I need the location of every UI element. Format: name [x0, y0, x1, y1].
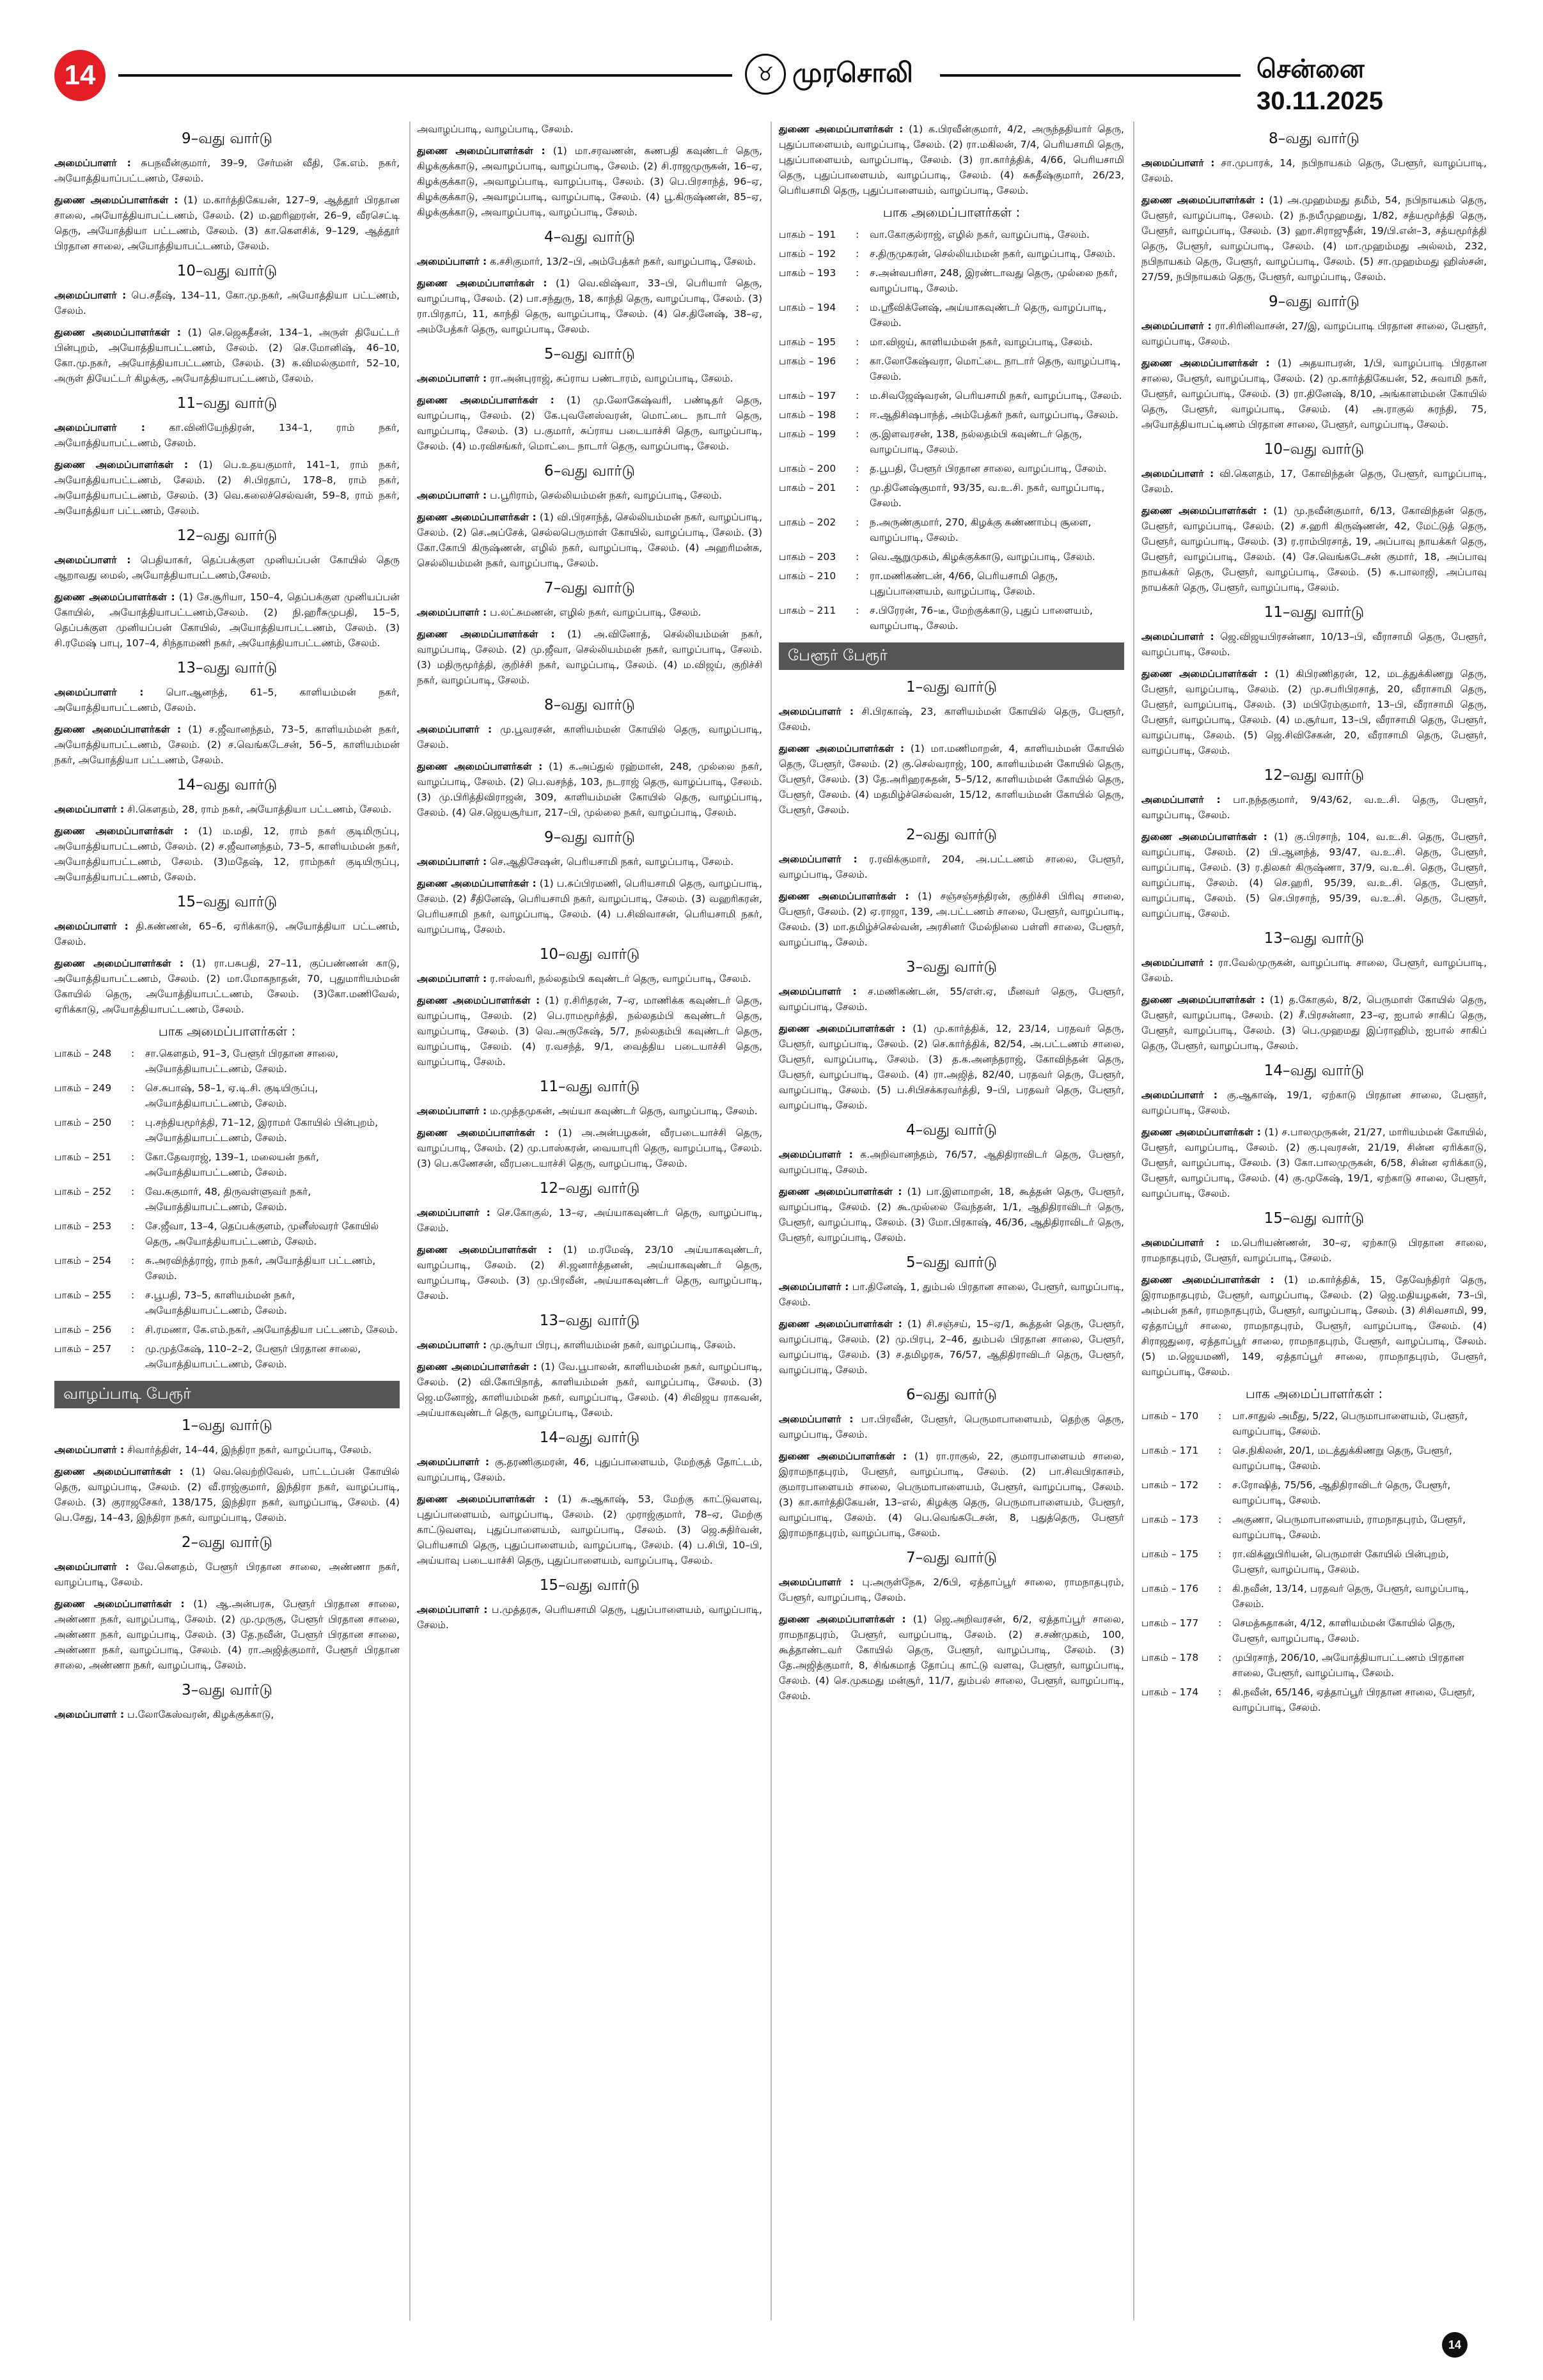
ward-heading: 10–வது வார்டு — [539, 946, 640, 963]
organizer-entry: அமைப்பாளர் : ப.பூரிராம், செல்லியம்மன் நகர், வாழப்பாடி, சேலம். — [417, 490, 723, 501]
column-divider — [1133, 121, 1134, 2321]
booth-entry: பாகம் – 202 : ந.அருண்குமார், 270, கிழக்கு சுண்ணாம்பு சூளை, வாழப்பாடி, சேலம். — [779, 517, 1092, 543]
deputy-organizers-entry: துணை அமைப்பாளர்கள் : (1) ரா.பசுபதி, 27–11, குப்பண்ணன் காடு, அயோத்தியாபட்டணம், சேலம். (2) மா.மோகநாதன், 70, புதுமாரியம்மன் கோயில் தெரு, அயோத்தியாபட்டணம், சேலம். (3)கோ.மணிவேல், ஏரிக்காடு, அயோத்தியாபட்டணம், சேலம். — [54, 958, 400, 1015]
organizer-entry: அமைப்பாளர் : ச.மணிகண்டன், 55/எள்.ஏ, மீனவர் தெரு, பேளூர், வாழப்பாடி, சேலம். — [779, 986, 1124, 1013]
footer-page-number: 14 — [1442, 2332, 1468, 2358]
booth-organizers-heading: பாக அமைப்பாளர்கள் : — [882, 205, 1021, 220]
column-3 — [779, 121, 1124, 2321]
organizer-entry: அமைப்பாளர் : பெதியாகர், தெப்பக்குள முனியப்பன் கோயில் தெரு ஆறாவது மைல், அயோத்தியாபட்டணம்,சேலம். — [54, 554, 400, 581]
deputy-organizers-entry: துணை அமைப்பாளர்கள் : (1) ம.கார்த்திகேயன், 127–9, ஆத்தூர் பிரதான சாலை, அயோத்தியாபட்டணம், சேலம். (2) ம.ஹரிஹரன், 26–9, வீரசெட்டி தெரு, அயோத்தியா பட்டணம், சேலம். (3) கா.கௌசிக், 9–129, ஆத்தூர் பிரதான சாலை, அயோத்தியாபட்டணம், சேலம். — [54, 194, 400, 252]
ward-heading: 12–வது வார்டு — [539, 1180, 640, 1197]
ward-heading: 1–வது வார்டு — [182, 1417, 272, 1434]
deputy-organizers-entry: துணை அமைப்பாளர்கள் : (1) ம.ரமேஷ், 23/10 அய்யாகவுண்டர், வாழப்பாடி, சேலம். (2) சி.ஜனார்த்தனன், அய்யாகவுண்டர் தெரு, வாழப்பாடி, சேலம். (3) மு.பிரவீன், அய்யாகவுண்டர் தெரு, வாழப்பாடி, சேலம். — [417, 1244, 762, 1302]
organizer-entry: அமைப்பாளர் : பெ.சதீஷ், 134–11, கோ.மு.நகர், அயோத்தியா பட்டணம், சேலம். — [54, 290, 400, 316]
organizer-entry: அமைப்பாளர் : செ.கோகுல், 13–ஏ, அய்யாகவுண்டர் தெரு, வாழப்பாடி, சேலம். — [417, 1207, 762, 1234]
organizer-entry: அமைப்பாளர் : ர.ஈஸ்வரி, நல்லதம்பி கவுண்டர் தெரு, வாழப்பாடி, சேலம். — [417, 973, 751, 984]
booth-entry: பாகம் – 178 : முபிரசாந், 206/10, அயோத்தியாபட்டணம் பிரதான சாலை, பேளூர், வாழப்பாடி, சேலம். — [1141, 1652, 1464, 1679]
organizer-entry: அமைப்பாளர் : பொ.ஆனந்த், 61–5, காளியம்மன் நகர், அயோத்தியாபட்டணம், சேலம். — [54, 687, 400, 713]
deputy-organizers-entry: துணை அமைப்பாளர்கள் : (1) ஜெ.அறிவரசன், 6/2, ஏத்தாப்பூர் சாலை, ராமநாதபுரம், பேளூர், வாழப்பாடி, சேலம். (2) ச.சண்முகம், 100, கூத்தாண்டவர் கோயில் தெரு, பேளூர், வாழப்பாடி, சேலம். (3) தே.அஜித்குமார், 8, சிங்கமாத் தோப்பு காட்டு வளவு, பேளூர், வாழப்பாடி, சேலம். (4) செ.முகமது மன்சூர், 11/7, தும்பல் சாலை, பேளூர், வாழப்பாடி, சேலம். — [779, 1614, 1124, 1702]
ward-heading: 9–வது வார்டு — [182, 130, 272, 147]
ward-heading: 1–வது வார்டு — [906, 679, 997, 696]
booth-entry: பாகம் – 249 : செ.சுபாஷ், 58–1, ஏ.டி.சி. குடியிருப்பு, அயோத்தியாபட்டணம், சேலம். — [54, 1082, 318, 1109]
organizer-entry: அமைப்பாளர் : ஜெ.விஜயபிரசன்னா, 10/13–பி, வீராசாமி தெரு, பேளூர், வாழப்பாடி, சேலம். — [1141, 631, 1487, 658]
ward-heading: 4–வது வார்டு — [906, 1122, 997, 1139]
booth-entry: பாகம் – 198 : ஈ.ஆதிசிஷபாந்த், அம்பேத்கர் நகர், வாழப்பாடி, சேலம். — [779, 409, 1118, 421]
deputy-organizers-entry: துணை அமைப்பாளர்கள் : (1) வெ.விஷ்வா, 33–பி, பெரியார் தெரு, வாழப்பாடி, சேலம். (2) பா.சந்துரு, 18, காந்தி தெரு, வாழப்பாடி, சேலம். (3) ரா.பிரதாப், 11, காந்தி தெரு, வாழப்பாடி, சேலம். (4) செ.தினேஷ், 38–ஏ, அம்பேத்கர் தெரு, வாழப்பாடி, சேலம். — [417, 277, 762, 335]
deputy-organizers-entry: துணை அமைப்பாளர்கள் : (1) சஞ்சஞ்சந்திரன், குறிச்சி பிரிவு சாலை, பேளூர், சேலம். (2) ஏ.ராஜா, 139, அ.பட்டணம் சாலை, பேளூர், வாழப்பாடி, சேலம். (3) மா.தமிழ்ச்செல்வன், அரசினர் மேல்நிலை பள்ளி சாலை, பேளூர், வாழப்பாடி, சேலம். — [779, 891, 1124, 948]
ward-heading: 2–வது வார்டு — [906, 827, 997, 843]
deputy-organizers-entry: துணை அமைப்பாளர்கள் : (1) ர.சிரிதரன், 7–ஏ, மாணிக்க கவுண்டர் தெரு, வாழப்பாடி, சேலம். (2) பெ.ராமமூர்த்தி, நல்லதம்பி கவுண்டர் தெரு, வாழப்பாடி, சேலம். (3) வெ.அருகேஷ், 5/7, நல்லதம்பி கவுண்டர் தெரு, வாழப்பாடி, சேலம். (4) ர.வசந்த், 9/1, வைத்திய படையாச்சி தெரு, வாழப்பாடி, சேலம். — [417, 995, 762, 1068]
column-1 — [54, 121, 400, 2321]
deputy-organizers-entry: துணை அமைப்பாளர்கள் : (1) மு.நவீன்குமார், 6/13, கோவிந்தன் தெரு, பேளூர், வாழப்பாடி, சேலம். (2) ச.ஹரி கிருஷ்ணன், 42, மேட்டுத் தெரு, பேளூர், வாழப்பாடி, சேலம். (3) ர.ராம்பிரசாத், 19, அப்பாவு நாயக்கர் தெரு, பேளூர், வாழப்பாடி, சேலம். (4) சே.வெங்கடேசன் குமார், 18, அப்பாவு நாயக்கர் தெரு, பேளூர், வாழப்பாடி, சேலம். (5) சு.பாலாஜி, அப்பாவு நாயக்கர் தெரு, பேளூர், வாழப்பாடி, சேலம். — [1141, 505, 1487, 593]
organizer-entry: அமைப்பாளர் : சா.முபாரக், 14, நபிநாயகம் தெரு, பேளூர், வாழப்பாடி, சேலம். — [1141, 157, 1487, 184]
organizer-entry: அமைப்பாளர் : மு.சூர்யா பிரபு, காளியம்மன் நகர், வாழப்பாடி, சேலம். — [417, 1339, 736, 1351]
ward-heading: 5–வது வார்டு — [906, 1254, 997, 1271]
newspaper-name: முரசொலி — [792, 56, 913, 88]
ward-heading: 11–வது வார்டு — [1264, 604, 1365, 621]
organizer-entry: அமைப்பாளர் : ம.பெரியண்ணன், 30–ஏ, ஏற்காடு பிரதான சாலை, ராமநாதபுரம், பேளூர், வாழப்பாடி, சேலம். — [1141, 1237, 1487, 1264]
booth-entry: பாகம் – 193 : ச.அன்வபரிசா, 248, இரண்டாவது தெரு, முல்லை நகர், வாழப்பாடி, சேலம். — [779, 267, 1118, 294]
booth-entry: பாகம் – 197 : ம.சிவஜேஷ்வரன், பெரியசாமி நகர், வாழப்பாடி, சேலம். — [779, 390, 1122, 401]
organizer-entry: அமைப்பாளர் : பா.பிரவீன், பேளூர், பெருமாபாளையம், தெற்கு தெரு, வாழப்பாடி, சேலம். — [779, 1413, 1124, 1440]
bull-emblem-icon: ♉ — [745, 54, 786, 95]
deputy-organizers-entry: துணை அமைப்பாளர்கள் : (1) மா.மணிமாறன், 4, காளியம்மன் கோயில் தெரு, பேளூர், சேலம். (2) கு.செல்வராஜ், 100, காளியம்மன் கோயில் தெரு, பேளூர், சேலம். (3) தே.அரிஹரசுதன், 5–5/12, காளியம்மன் கோயில் தெரு, பேளூர், சேலம். (4) மதமிழ்ச்செல்வன், 15/12, காளியம்மன் கோயில் தெரு, பேளூர், சேலம். — [779, 743, 1124, 816]
ward-heading: 9–வது வார்டு — [544, 829, 635, 846]
deputy-organizers-entry: துணை அமைப்பாளர்கள் : (1) க.அப்துல் ரஹ்மான், 248, முல்லை நகர், வாழப்பாடி, சேலம். (2) பெ.வசந்த், 103, நடராஜ் தெரு, வாழப்பாடி, சேலம். (3) மு.பிரித்திவிராஜன், 309, காளியம்மன் கோயில் தெரு, வாழப்பாடி, சேலம். (4) செ.ஜெயசூர்யா, 217–பி, முல்லை நகர், வாழப்பாடி, சேலம். — [417, 761, 762, 818]
booth-entry: பாகம் – 250 : பு.சந்தியமூர்த்தி, 71–12, இராமர் கோயில் பின்புறம், அயோத்தியாபட்டணம், சேலம். — [54, 1117, 378, 1144]
booth-entry: பாகம் – 203 : வெ.ஆறுமுகம், கிழக்குக்காடு, வாழப்பாடி, சேலம். — [779, 551, 1095, 563]
ward-heading: 3–வது வார்டு — [906, 959, 997, 976]
deputy-organizers-entry: துணை அமைப்பாளர்கள் : (1) அதயாபரன், 1/பி, வாழப்பாடி பிரதான சாலை, பேளூர், வாழப்பாடி, சேலம். (2) மு.கார்த்திகேயன், 52, சுவாமி நகர், பேளூர், வாழப்பாடி, சேலம். (3) ரா.தினேஷ், 8/10, அங்காளம்மன் கோயில் தெரு, பேளூர், வாழப்பாடி, சேலம். (4) அ.ராகுல் சுரந்தி, 75, அயோத்தியாபட்டிணம் பிரதான சாலை, பேளூர், வாழப்பாடி, சேலம். — [1141, 357, 1487, 430]
booth-entry: பாகம் – 210 : ரா.மணிகண்டன், 4/66, பெரியசாமி தெரு, புதுப்பாளையம், வாழப்பாடி, சேலம். — [779, 570, 1058, 597]
deputy-organizers-entry: துணை அமைப்பாளர்கள் : (1) மு.லோகேஷ்வரி, பண்டிதர் தெரு, வாழப்பாடி, சேலம். (2) கே.புவனேஸ்வரன், மொட்டை நாடார் தெரு, வாழப்பாடி, சேலம். (3) ப.குமார், சுப்ராய படையாச்சி தெரு, வாழப்பாடி, சேலம். (4) ம.ரவிசங்கர், மொட்டை நாடார் தெரு, வாழப்பாடி, சேலம். — [417, 394, 762, 452]
organizer-entry: அமைப்பாளர் : கு.ஆகாஷ், 19/1, ஏற்காடு பிரதான சாலை, பேளூர், வாழப்பாடி, சேலம். — [1141, 1089, 1487, 1116]
booth-entry: பாகம் – 177 : செமத்சுதாகன், 4/12, காளியம்மன் கோயில் தெரு, பேளூர், வாழப்பாடி, சேலம். — [1141, 1617, 1455, 1644]
masthead — [54, 50, 1490, 115]
deputy-organizers-entry: துணை அமைப்பாளர்கள் : (1) அ.அன்பழகன், வீரபடையாச்சி தெரு, வாழப்பாடி, சேலம். (2) மு.பாஸ்கரன், வையாபுரி தெரு, வாழப்பாடி, சேலம். (3) பெ.கணேசன், வீரபடையாச்சி தெரு, வாழப்பாடி, சேலம். — [417, 1127, 762, 1169]
booth-entry: பாகம் – 175 : ரா.விக்னுபிரியன், பெருமாள் கோயில் பின்புறம், பேளூர், வாழப்பாடி, சேலம். — [1141, 1548, 1449, 1575]
ward-heading: 14–வது வார்டு — [539, 1429, 640, 1446]
organizer-entry: அமைப்பாளர் : ரா.சிரினிவாசன், 27/இ, வாழப்பாடி பிரதான சாலை, பேளூர், வாழப்பாடி, சேலம். — [1141, 320, 1487, 347]
dateline: சென்னை 30.11.2025 — [1257, 55, 1383, 115]
ward-heading: 14–வது வார்டு — [176, 777, 278, 793]
continued-text: அவாழப்பாடி, வாழப்பாடி, சேலம். — [417, 123, 574, 135]
ward-heading: 13–வது வார்டு — [539, 1312, 640, 1329]
ward-heading: 2–வது வார்டு — [182, 1534, 272, 1551]
deputy-organizers-entry: துணை அமைப்பாளர்கள் : (1) சே.சூரியா, 150–4, தெப்பக்குள முனியப்பன் கோயில், அயோத்தியாபட்டணம்,சேலம். (2) நி.ஹரீசுமுபதி, 15–5, தெப்பக்குள முனியப்பன் கோயில், அயோத்தியாபட்டணம், சேலம். (3) சி.ரமேஷ் பாபு, 107–4, சிந்தாமணி நகர், அயோத்தியாபட்டணம், சேலம். — [54, 591, 400, 649]
ward-heading: 6–வது வார்டு — [906, 1387, 997, 1403]
column-4 — [1141, 121, 1487, 2321]
organizer-entry: அமைப்பாளர் : ப.லட்சுமணன், எழில் நகர், வாழப்பாடி, சேலம். — [417, 607, 701, 618]
organizer-entry: அமைப்பாளர் : ர.ரவிக்குமார், 204, அ.பட்டணம் சாலை, பேளூர், வாழப்பாடி, சேலம். — [779, 853, 1124, 880]
ward-heading: 7–வது வார்டு — [906, 1550, 997, 1566]
booth-organizers-heading: பாக அமைப்பாளர்கள் : — [1245, 1386, 1383, 1401]
booth-entry: பாகம் – 199 : கு.இளவரசன், 138, நல்லதம்பி கவுண்டர் தெரு, வாழப்பாடி, சேலம். — [779, 428, 1083, 455]
section-heading-vazhapadi: வாழப்பாடி பேரூர் — [54, 1381, 400, 1408]
ward-heading: 15–வது வார்டு — [1264, 1210, 1365, 1227]
deputy-organizers-entry: துணை அமைப்பாளர்கள் : (1) ரா.ராகுல், 22, குமாரபாளையம் சாலை, இராமநாதபுரம், பேளூர், வாழப்பாடி, சேலம். (2) பா.சிவபிரகாசம், குமாரபாளையம் சாலை, பெருமாபாளையம், பேளூர், வாழப்பாடி, சேலம். (3) கா.கார்த்திகேயன், 13–எல், கிழக்கு தெரு, பெருமாபாளையம், பேளூர், வாழப்பாடி, சேலம். (4) பெ.வெங்கடேசன், 8, புதுத்தெரு, பேளூர் இராமநாதபுரம், வாழப்பாடி, சேலம். — [779, 1451, 1124, 1539]
deputy-organizers-entry: துணை அமைப்பாளர்கள் : (1) பா.இளமாறன், 18, கூத்தன் தெரு, பேளூர், வாழப்பாடி, சேலம். (2) கூ.முல்லை வேந்தன், 1/1, ஆதிதிராவிடர் தெரு, பேளூர், வாழப்பாடி, சேலம். (3) மோ.பிரகாஷ், 46/36, ஆதிதிராவிடர் தெரு, பேளூர், வாழப்பாடி, சேலம். — [779, 1186, 1124, 1243]
organizer-entry: அமைப்பாளர் : சுபநவீன்குமார், 39–9, சேர்மன் வீதி, கே.எம். நகர், அயோத்தியாப்பட்டணம், சேலம். — [54, 157, 400, 184]
deputy-organizers-entry: துணை அமைப்பாளர்கள் : (1) வி.பிரசாந்த், செல்லியம்மன் நகர், வாழப்பாடி, சேலம். (2) செ.அப்சேக், செல்லபெருமாள் கோயில், வாழப்பாடி, சேலம். (3) கோ.கோபி கிருஷ்ணன், எழில் நகர், வாழப்பாடி, சேலம். (4) அஹரிமன்சு, செல்லியம்மன் நகர், வாழப்பாடி, சேலம். — [417, 511, 762, 569]
deputy-organizers-entry: துணை அமைப்பாளர்கள் : (1) அ.வினோத், செல்லியம்மன் நகர், வாழப்பாடி, சேலம். (2) மு.ஜீவா, செல்லியம்மன் நகர், வாழப்பாடி, சேலம். (3) மதிருமூர்த்தி, குறிச்சி நகர், வாழப்பாடி, சேலம். (4) ம.விஜய், குறிச்சி நகர், வாழப்பாடி, சேலம். — [417, 628, 762, 686]
ward-heading: 11–வது வார்டு — [176, 395, 278, 412]
ward-heading: 8–வது வார்டு — [1269, 130, 1359, 147]
deputy-organizers-entry: துணை அமைப்பாளர்கள் : (1) ப.சுப்பிரமணி, பெரியசாமி தெரு, வாழப்பாடி, சேலம். (2) சீதினேஷ், பெரியசாமி நகர், வாழப்பாடி, சேலம். (3) வஹரிகரன், பெரியசாமி நகர், வாழப்பாடி, சேலம். (4) ப.சிவிவாசன், பெரியசாமி நகர், வாழப்பாடி, சேலம். — [417, 878, 762, 935]
column-2 — [417, 121, 762, 2321]
ward-heading: 7–வது வார்டு — [544, 580, 635, 596]
deputy-organizers-entry: துணை அமைப்பாளர்கள் : (1) ஆ.அன்பரசு, பேளூர் பிரதான சாலை, அண்ணா நகர், வாழப்பாடி, சேலம். (2) மு.முருகு, பேளூர் பிரதான சாலை, அண்ணா நகர், வாழப்பாடி, சேலம். (3) தே.நவீன், பேளூர் பிரதான சாலை, அண்ணா நகர், வாழப்பாடி, சேலம். (4) ரா.அஜித்குமார், பேளூர் பிரதான சாலை, அண்ணா நகர், வாழப்பாடி, சேலம். — [54, 1598, 400, 1671]
ward-heading: 12–வது வார்டு — [1264, 767, 1365, 784]
masthead-rule-left — [118, 74, 732, 77]
organizer-entry: அமைப்பாளர் : ரா.அன்புராஜ், சுப்ராய பண்டாரம், வாழப்பாடி, சேலம். — [417, 373, 733, 384]
booth-entry: பாகம் – 256 : சி.ரமணா, கே.எம்.நகர், அயோத்தியா பட்டணம், சேலம். — [54, 1324, 398, 1335]
organizer-entry: அமைப்பாளர் : சி.கௌதம், 28, ராம் நகர், அயோத்தியா பட்டணம், சேலம். — [54, 804, 392, 815]
organizer-entry: அமைப்பாளர் : மு.பூவரசன், காளியம்மன் கோயில் தெரு, வாழப்பாடி, சேலம். — [417, 724, 762, 751]
deputy-organizers-entry: துணை அமைப்பாளர்கள் : (1) ச.பாலமுருகன், 21/27, மாரியம்மன் கோயில், பேளூர், வாழப்பாடி, சேலம். (2) கு.புவரசன், 21/19, சின்ன ஏரிக்காடு, பேளூர், வாழப்பாடி, சேலம். (3) கோ.பாலமுருகன், 6/58, சின்ன ஏரிக்காடு, பேளூர், வாழப்பாடி, சேலம். (4) கு.முகேஷ், 19/1, ஏற்காடு சாலை, பேளூர், வாழப்பாடி, சேலம். — [1141, 1126, 1487, 1199]
booth-list — [54, 1046, 400, 1372]
booth-entry: பாகம் – 196 : கா.லோகேஷ்வரா, மொட்டை நாடார் தெரு, வாழப்பாடி, சேலம். — [779, 355, 1121, 382]
booth-entry: பாகம் – 211 : ச.பிரேரன், 76–டீ, மேற்குக்காடு, புதுப் பாளையம், வாழப்பாடி, சேலம். — [779, 605, 1093, 632]
deputy-organizers-entry: துணை அமைப்பாளர்கள் : (1) ம.கார்த்திக், 15, தேவேந்திரர் தெரு, இராமநாதபுரம், பேளூர், வாழப்பாடி, சேலம். (2) ஜெ.மதியழகன், 73–பி, அம்பன் நகர், ராமநாதபுரம், பேளூர், வாழப்பாடி, சேலம். (3) சிசிவசாமி, 99, ஏத்தாப்பூர் சாலை, ராமநாதபுரம், பேளூர், வாழப்பாடி, சேலம். (4) சிராஜதுரை, ஏத்தாப்பூர் சாலை, ராமநாதபுரம், பேளூர், வாழப்பாடி, சேலம். (5) ம.ஜெயமணி, 149, ஏத்தாப்பூர் சாலை, ராமநாதபுரம், பேளூர், வாழப்பாடி, சேலம். — [1141, 1274, 1487, 1378]
booth-entry: பாகம் – 192 : ச.திருமுகரன், செல்லியம்மன் நகர், வாழப்பாடி, சேலம். — [779, 248, 1116, 260]
organizer-entry: அமைப்பாளர் : சி.பிரகாஷ், 23, காளியம்மன் கோயில் தெரு, பேளூர், சேலம். — [779, 706, 1124, 733]
booth-entry: பாகம் – 201 : மு.தினேஷ்குமார், 93/35, வ.உ.சி. நகர், வாழப்பாடி, சேலம். — [779, 482, 1105, 509]
booth-entry: பாகம் – 172 : ச.ரோஷித், 75/56, ஆதிதிராவிடர் தெரு, பேளூர், வாழப்பாடி, சேலம். — [1141, 1479, 1451, 1506]
organizer-entry: அமைப்பாளர் : வே.கௌதம், பேளூர் பிரதான சாலை, அண்ணா நகர், வாழப்பாடி, சேலம். — [54, 1561, 400, 1588]
organizer-entry: அமைப்பாளர் : க.சசிகுமார், 13/2–பி, அம்பேத்கர் நகர், வாழப்பாடி, சேலம். — [417, 256, 756, 267]
deputy-organizers-entry: துணை அமைப்பாளர்கள் : (1) சி.சஞ்சய், 15–ஏ/1, கூத்தன் தெரு, பேளூர், வாழப்பாடி, சேலம். (2) மு.பிரபு, 2–46, தும்பல் பிரதான சாலை, பேளூர், வாழப்பாடி, சேலம். (3) ச.தமிழரசு, 76/57, ஆதிதிராவிடர் தெரு, பேளூர், வாழப்பாடி, சேலம். — [779, 1318, 1124, 1376]
organizer-entry: அமைப்பாளர் : செ.ஆதிசேஷன், பெரியசாமி நகர், வாழப்பாடி, சேலம். — [417, 856, 734, 867]
booth-entry: பாகம் – 252 : வே.சுகுமார், 48, திருவள்ளுவர் நகர், அயோத்தியாபட்டணம், சேலம். — [54, 1186, 311, 1213]
organizer-entry: அமைப்பாளர் : பா.தினேஷ், 1, தும்பல் பிரதான சாலை, பேளூர், வாழப்பாடி, சேலம். — [779, 1281, 1124, 1308]
organizer-entry: அமைப்பாளர் : ப.லோகேஸ்வரன், கிழக்குக்காடு, — [54, 1709, 274, 1720]
booth-entry: பாகம் – 254 : சு.அரவிந்த்ராஜ், ராம் நகர், அயோத்தியா பட்டணம், சேலம். — [54, 1255, 376, 1282]
booth-list — [779, 227, 1124, 634]
deputy-organizers-entry: துணை அமைப்பாளர்கள் : (1) வே.பூபாலன், காளியம்மன் நகர், வாழப்பாடி, சேலம். (2) வி.கோபிநாத், காளியம்மன் நகர், வாழப்பாடி, சேலம். (3) ஜெ.மனோஜ், காளியம்மன் நகர், வாழப்பாடி, சேலம். (4) சிவிஜய ராகவன், அய்யாகவுண்டர் தெரு, வாழப்பாடி, சேலம். — [417, 1361, 762, 1419]
organizer-entry: அமைப்பாளர் : வி.கௌதம், 17, கோவிந்தன் தெரு, பேளூர், வாழப்பாடி, சேலம். — [1141, 468, 1487, 495]
booth-entry: பாகம் – 173 : அகுணா, பெருமாபாளையம், ராமநாதபுரம், பேளூர், வாழப்பாடி, சேலம். — [1141, 1514, 1466, 1541]
organizer-entry: அமைப்பாளர் : ப.முத்தரசு, பெரியசாமி தெரு, புதுப்பாளையம், வாழப்பாடி, சேலம். — [417, 1604, 762, 1631]
ward-heading: 14–வது வார்டு — [1264, 1062, 1365, 1079]
organizer-entry: அமைப்பாளர் : பு.அருள்நேசு, 2/6பி, ஏத்தாப்பூர் சாலை, ராமநாதபுரம், பேளூர், வாழப்பாடி, சேலம். — [779, 1576, 1124, 1603]
deputy-organizers-entry: துணை அமைப்பாளர்கள் : (1) த.கோகுல், 8/2, பெருமாள் கோயில் தெரு, பேளூர், வாழப்பாடி, சேலம். (2) சீ.பிரசன்னா, 23–ஏ, ஐபால் சாகிப் தெரு, பேளூர், வாழப்பாடி, சேலம். (3) பெ.முஹமது இப்ராஹிம், ஐபால் சாகிப் தெரு, பேளூர், வாழப்பாடி, சேலம். — [1141, 994, 1487, 1052]
organizer-entry: அமைப்பாளர் : பா.நந்தகுமார், 9/43/62, வ.உ.சி. தெரு, பேளூர், வாழப்பாடி, சேலம். — [1141, 794, 1487, 821]
deputy-organizers-entry: துணை அமைப்பாளர்கள் : (1) க.பிரவீன்குமார், 4/2, அருந்ததியார் தெரு, புதுப்பாளையம், வாழப்பாடி, சேலம். (2) ரா.மகிலன், 7/4, பெரியசாமி தெரு, புதுப்பாளையம், வாழப்பாடி, சேலம். (3) ரா.கார்த்திக், 4/66, பெரியசாமி தெரு, புதுப்பாளையம், வாழப்பாடி, சேலம். (4) சுசுதீஷ்குமார், 26/23, பெரியசாமி தெரு, புதுப்பாளையம், வாழப்பாடி, சேலம். — [779, 123, 1124, 196]
organizer-entry: அமைப்பாளர் : கு.தரணிகுமரன், 46, புதுப்பாளையம், மேற்குத் தோட்டம், வாழப்பாடி, சேலம். — [417, 1456, 762, 1483]
ward-heading: 5–வது வார்டு — [544, 346, 635, 362]
ward-heading: 10–வது வார்டு — [176, 263, 278, 279]
ward-heading: 15–வது வார்டு — [539, 1577, 640, 1594]
deputy-organizers-entry: துணை அமைப்பாளர்கள் : (1) கிபிரணிதரன், 12, மடத்துக்கிணறு தெரு, பேளூர், வாழப்பாடி, சேலம். (2) மு.சபரிபிரசாத், 20, வீராசாமி தெரு, பேளூர், வாழப்பாடி, சேலம். (3) மபிரேம்குமார், 13–பி, வீராசாமி தெரு, பேளூர், வாழப்பாடி, சேலம். (4) ம.சூர்யா, 13–பி, வீராசாமி தெரு, பேளூர், வாழப்பாடி, சேலம். (5) ஜெ.சிவிசேகன், 20, வீராசாமி தெரு, பேளூர், வாழப்பாடி, சேலம். — [1141, 668, 1487, 756]
deputy-organizers-entry: துணை அமைப்பாளர்கள் : (1) கு.பிரசாந், 104, வ.உ.சி. தெரு, பேளூர், வாழப்பாடி, சேலம். (2) பி.ஆனந்த், 93/47, வ.உ.சி. தெரு, பேளூர், வாழப்பாடி, சேலம். (3) ர.திலகர் கிருஷ்ணா, 37/9, வ.உ.சி. தெரு, பேளூர், வாழப்பாடி, சேலம். (4) செ.ஹரி, 95/39, வ.உ.சி. தெரு, பேளூர், வாழப்பாடி, சேலம். (5) செ.பிரசாந், 95/39, வ.உ.சி. தெரு, பேளூர், வாழப்பாடி, சேலம். — [1141, 831, 1487, 919]
ward-heading: 11–வது வார்டு — [539, 1078, 640, 1095]
booth-entry: பாகம் – 255 : ச.பூபதி, 73–5, காளியம்மன் நகர், அயோத்தியாபட்டணம், சேலம். — [54, 1289, 295, 1316]
ward-heading: 3–வது வார்டு — [182, 1682, 272, 1699]
booth-entry: பாகம் – 248 : சா.கௌதம், 91–3, பேளூர் பிரதான சாலை, அயோத்தியாபட்டணம், சேலம். — [54, 1048, 339, 1075]
deputy-organizers-entry: துணை அமைப்பாளர்கள் : (1) செ.ஜெகதீசன், 134–1, அருள் தியேட்டர் பின்புறம், அயோத்தியாபட்டணம், சேலம். (2) செ.மோனிஷ், 46–10, கோ.மு.நகர், அயோத்தியாபட்டணம், சேலம். (3) க.விமல்குமார், 52–10, அருள் தியேட்டர் கிழக்கு, அயோத்தியாபட்டணம், சேலம். — [54, 327, 400, 384]
booth-entry: பாகம் – 253 : சே.ஜீவா, 13–4, தெப்பக்குளம், முனீஸ்வரர் கோயில் தெரு, அயோத்தியாபட்டணம், சேலம். — [54, 1220, 379, 1247]
newspaper-logo — [745, 54, 930, 95]
booth-entry: பாகம் – 176 : கி.நவீன், 13/14, பரதவர் தெரு, பேளூர், வாழப்பாடி, சேலம். — [1141, 1583, 1469, 1610]
booth-entry: பாகம் – 194 : ம.ஸ்ரீவிக்னேஷ், அய்யாகவுண்டர் தெரு, வாழப்பாடி, சேலம். — [779, 302, 1107, 329]
booth-entry: பாகம் – 174 : கி.நவீன், 65/146, ஏத்தாப்பூர் பிரதான சாலை, பேளூர், வாழப்பாடி, சேலம். — [1141, 1686, 1475, 1713]
ward-heading: 6–வது வார்டு — [544, 463, 635, 479]
booth-entry: பாகம் – 200 : த.பூபதி, பேளூர் பிரதான சாலை, வாழப்பாடி, சேலம். — [779, 463, 1107, 474]
ward-heading: 4–வது வார்டு — [544, 229, 635, 245]
organizer-entry: அமைப்பாளர் : கா.வினியேந்திரன், 134–1, ராம் நகர், அயோத்தியாபட்டணம், சேலம். — [54, 422, 400, 449]
deputy-organizers-entry: துணை அமைப்பாளர்கள் : (1) ச.ஜீவானந்தம், 73–5, காளியம்மன் நகர், அயோத்தியாபட்டணம், சேலம். (2) ச.வெங்கடேசன், 56–5, காளியம்மன் நகர், அயோத்தியா பட்டணம், சேலம். — [54, 724, 400, 766]
ward-heading: 13–வது வார்டு — [176, 660, 278, 676]
deputy-organizers-entry: துணை அமைப்பாளர்கள் : (1) மா.சரவணன், கணபதி கவுண்டர் தெரு, கிழக்குக்காடு, அவாழப்பாடி, வாழப்பாடி, சேலம். (2) சி.ராஜமுருகன், 16–ஏ, கிழக்குக்காடு, அவாழப்பாடி, வாழப்பாடி, சேலம். (3) பெ.பிரசாந்த், 96–ஏ, கிழக்குக்காடு, அவாழப்பாடி, வாழப்பாடி, சேலம். (4) பூ.கிருஷ்ணன், 85–ஏ, கிழக்குக்காடு, அவாழப்பாடி, வாழப்பாடி, சேலம். — [417, 145, 762, 218]
deputy-organizers-entry: துணை அமைப்பாளர்கள் : (1) மு.கார்த்திக், 12, 23/14, பரதவர் தெரு, பேளூர், வாழப்பாடி, சேலம். (2) செ.கார்த்திக், 82/54, அ.பட்டணம் சாலை, பேளூர், வாழப்பாடி, சேலம். (3) த.க.அனந்தராஜ், கோவிந்தன் தெரு, பேளூர், வாழப்பாடி, சேலம். (4) ரா.அஜித், 82/40, பரதவர் தெரு, பேளூர், வாழப்பாடி, சேலம். (5) ப.சிபிசக்கரவர்த்தி, 9–பி, பரதவர் தெரு, பேளூர், வாழப்பாடி, சேலம். — [779, 1023, 1124, 1111]
booth-entry: பாகம் – 257 : மு.முத்கேஷ், 110–2–2, பேளூர் பிரதான சாலை, அயோத்தியாபட்டணம், சேலம். — [54, 1343, 361, 1370]
booth-entry: பாகம் – 171 : செ.நிகிலன், 20/1, மடத்துக்கிணறு தெரு, பேளூர், வாழப்பாடி, சேலம். — [1141, 1445, 1452, 1472]
deputy-organizers-entry: துணை அமைப்பாளர்கள் : (1) ம.மதி, 12, ராம் நகர் குடிமிருப்பு, அயோத்தியாபட்டணம், சேலம். (2) ச.ஜீவானந்தம், 73–5, காளியம்மன் நகர், அயோத்தியாபட்டணம், சேலம். (3)மதேஷ், 12, ராம்நகர் குடியிருப்பு, அயோத்தியாபட்டணம், சேலம். — [54, 825, 400, 883]
ward-heading: 15–வது வார்டு — [176, 894, 278, 910]
booth-entry: பாகம் – 170 : பா.சாதுல் அமீது, 5/22, பெருமாபாளையம், பேளூர், வாழப்பாடி, சேலம். — [1141, 1410, 1468, 1437]
ward-heading: 12–வது வார்டு — [176, 527, 278, 544]
column-divider — [409, 121, 411, 2321]
booth-entry: பாகம் – 195 : மா.விஜய், காளியம்மன் நகர், வாழப்பாடி, சேலம். — [779, 336, 1093, 348]
organizer-entry: அமைப்பாளர் : சிவார்த்திள், 14–44, இந்திரா நகர், வாழப்பாடி, சேலம். — [54, 1444, 372, 1456]
ward-heading: 9–வது வார்டு — [1269, 293, 1359, 310]
masthead-rule-right — [940, 74, 1241, 77]
booth-organizers-heading: பாக அமைப்பாளர்கள் : — [158, 1023, 296, 1039]
section-heading-peloor: பேளூர் பேரூர் — [779, 642, 1124, 670]
deputy-organizers-entry: துணை அமைப்பாளர்கள் : (1) சு.ஆகாஷ், 53, மேற்கு காட்டுவளவு, புதுப்பாளையம், வாழப்பாடி, சேலம். (2) முராஜ்குமார், 78–ஏ, மேற்கு காட்டுவளவு, புதுப்பாளையம், வாழப்பாடி, சேலம். (3) ஜெ.சுதிர்வன், பெரியசாமி தெரு, புதுப்பாளையம், வாழப்பாடி, சேலம். (4) ப.சிபி, 10–பி, அய்யாவு படையாச்சி தெரு, புதுப்பாளையம், வாழப்பாடி, சேலம். — [417, 1493, 762, 1566]
deputy-organizers-entry: துணை அமைப்பாளர்கள் : (1) அ.முஹம்மது தமீம், 54, நபிநாயகம் தெரு, பேளூர், வாழப்பாடி, சேலம். (2) ந.நயீமுஹமது, 1/82, சத்யமூர்த்தி தெரு, பேளூர், வாழப்பாடி, சேலம். (3) ஹா.சிராஜுதீன், 19/பி.என்–3, சத்யமூர்த்தி தெரு, பேளூர், வாழப்பாடி, சேலம். (4) மா.முஹம்மது அல்லம், 232, நபிநாயகம் தெரு, பேளூர், வாழப்பாடி, சேலம். (5) சா.முஹம்மது ஹிஸ்சன், 27/59, நபிநாயகம் தெரு, பேளூர், வாழப்பாடி, சேலம். — [1141, 194, 1487, 283]
booth-entry: பாகம் – 191 : வா.கோகுல்ராஜ், எழில் நகர், வாழப்பாடி, சேலம். — [779, 229, 1090, 240]
organizer-entry: அமைப்பாளர் : க.அறிவானந்தம், 76/57, ஆதிதிராவிடர் தெரு, பேளூர், வாழப்பாடி, சேலம். — [779, 1149, 1124, 1176]
booth-entry: பாகம் – 251 : கோ.தேவராஜ், 139–1, மலையன் நகர், அயோத்தியாபட்டணம், சேலம். — [54, 1151, 319, 1178]
organizer-entry: அமைப்பாளர் : ரா.வேல்முருகன், வாழப்பாடி சாலை, பேளூர், வாழப்பாடி, சேலம். — [1141, 957, 1487, 984]
deputy-organizers-entry: துணை அமைப்பாளர்கள் : (1) வெ.வெற்றிவேல், பாட்டப்பன் கோயில் தெரு, வாழப்பாடி, சேலம். (2) வீ.ராஜ்குமார், இந்திரா நகர், வாழப்பாடி, சேலம். (3) குராஜசேகர், 138/175, இந்திரா நகர், வாழப்பாடி, சேலம். (4) பெ.சேது, 14–43, இந்திரா நகர், வாழப்பாடி, சேலம். — [54, 1466, 400, 1523]
page-number-badge: 14 — [54, 50, 106, 101]
ward-heading: 13–வது வார்டு — [1264, 930, 1365, 947]
ward-heading: 8–வது வார்டு — [544, 697, 635, 713]
deputy-organizers-entry: துணை அமைப்பாளர்கள் : (1) பெ.உதயகுமார், 141–1, ராம் நகர், அயோத்தியாபட்டணம், சேலம். (2) சி.பிரதாப், 178–8, ராம் நகர், அயோத்தியாபட்டணம், சேலம். (3) வெ.கலைச்செல்வன், 59–8, ராம் நகர், அயோத்தியா பட்டணம், சேலம். — [54, 459, 400, 517]
column-divider — [771, 121, 772, 2321]
ward-heading: 10–வது வார்டு — [1264, 441, 1365, 458]
organizer-entry: அமைப்பாளர் : தி.கண்ணன், 65–6, ஏரிக்காடு, அயோத்தியா பட்டணம், சேலம். — [54, 921, 400, 947]
organizer-entry: அமைப்பாளர் : ம.முத்தமுகன், அய்யா கவுண்டர் தெரு, வாழப்பாடி, சேலம். — [417, 1105, 758, 1117]
booth-list — [1141, 1408, 1487, 1715]
